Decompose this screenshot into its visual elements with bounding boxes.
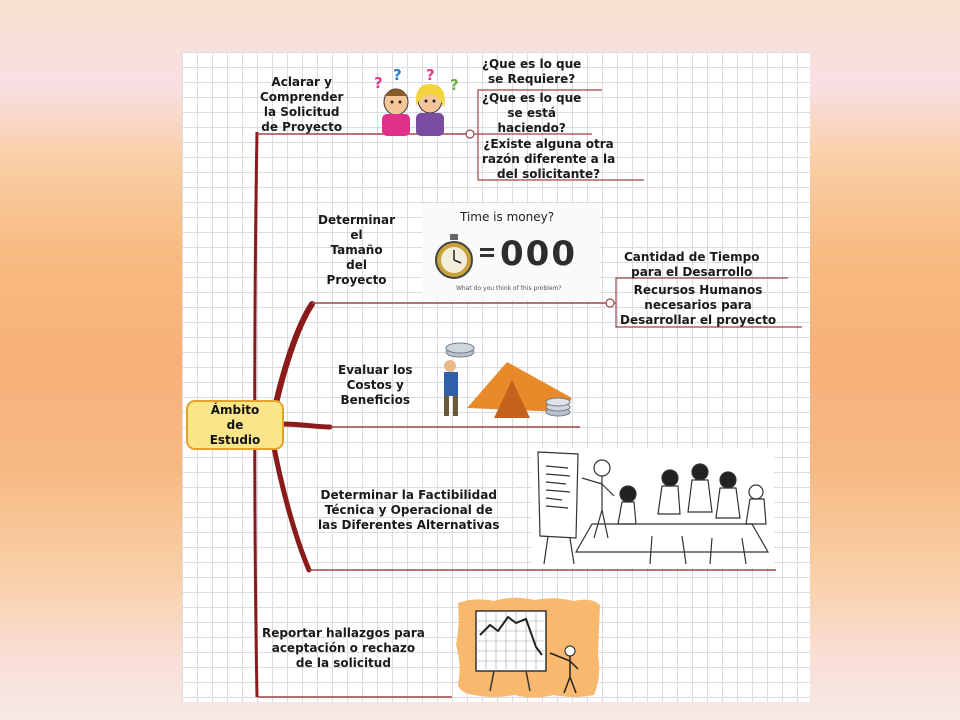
presentation-chart-illustration: [454, 595, 604, 700]
svg-text:?: ?: [374, 74, 383, 92]
branch-5-label[interactable]: Reportar hallazgos para aceptación o rechazo de la solicitud: [262, 626, 425, 670]
branch-1-label[interactable]: Aclarar y Comprender la Solicitud de Proyecto: [260, 75, 344, 134]
team-meeting-illustration: [532, 448, 774, 568]
branch-1-subitem-3[interactable]: ¿Existe alguna otra razón diferente a la del solicitante?: [482, 137, 616, 181]
svg-text:?: ?: [426, 66, 435, 84]
branch-3-curve: [282, 424, 330, 427]
branch-2-label[interactable]: Determinar el Tamaño del Proyecto: [318, 213, 396, 287]
mind-map-canvas: [182, 52, 810, 702]
coins-digits: 000: [500, 234, 577, 274]
time-is-money-image: [422, 204, 600, 300]
time-is-money-title: Time is money?: [460, 210, 555, 224]
pocket-watch-icon: [434, 234, 474, 280]
cost-benefit-balance-illustration: [432, 340, 582, 426]
equals-sign: [480, 248, 494, 257]
branch-2-subitem-2[interactable]: Recursos Humanos necesarios para Desarrollar el proyecto: [620, 283, 777, 327]
branch-1-subitem-2[interactable]: ¿Que es lo que se está haciendo?: [482, 91, 582, 135]
branch-1-subitem-1[interactable]: ¿Que es lo que se Requiere?: [482, 57, 582, 86]
branch-2-subitem-1[interactable]: Cantidad de Tiempo para el Desarrollo: [624, 250, 760, 279]
svg-text:?: ?: [393, 66, 402, 84]
branch-3-label[interactable]: Evaluar los Costos y Beneficios: [338, 363, 413, 407]
time-is-money-caption: What do you think of this problem?: [456, 285, 562, 292]
branch-2-node: [606, 299, 614, 307]
branch-4-curve: [272, 437, 309, 570]
central-topic-label: Ámbito de Estudio: [209, 402, 261, 447]
branch-1-node: [466, 130, 474, 138]
confused-people-illustration: [368, 66, 464, 136]
central-topic[interactable]: [186, 400, 284, 450]
svg-text:?: ?: [450, 76, 459, 94]
branch-4-label[interactable]: Determinar la Factibilidad Técnica y Operacional de las Diferentes Alternativas: [318, 488, 500, 532]
